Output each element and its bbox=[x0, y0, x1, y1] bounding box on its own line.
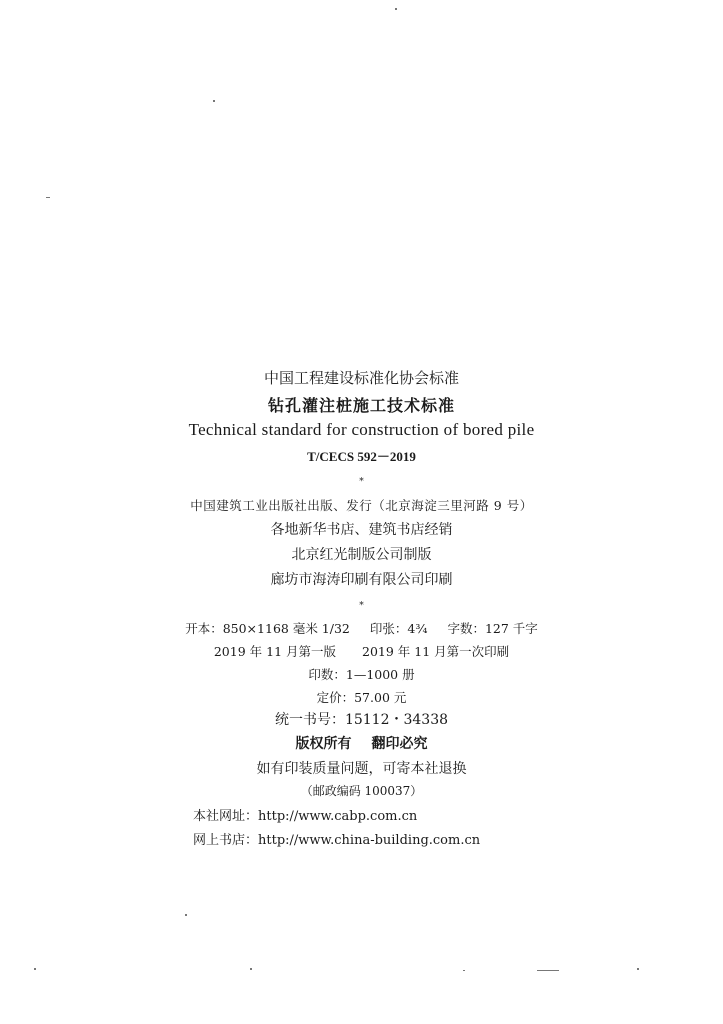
spec-line bbox=[0, 620, 723, 638]
printer-line: 廊坊市海涛印刷有限公司印刷 bbox=[270, 572, 453, 588]
separator-star: * bbox=[359, 477, 364, 487]
scan-speck bbox=[537, 970, 559, 971]
rights-line bbox=[0, 735, 723, 753]
edition-line bbox=[0, 643, 723, 661]
distributors-line: 各地新华书店、建筑书店经销 bbox=[270, 522, 453, 538]
scan-speck bbox=[213, 100, 215, 102]
organization-name: 中国工程建设标准化协会标准 bbox=[263, 369, 459, 387]
publisher-line: 中国建筑工业出版社出版、发行（北京海淀三里河路 9 号） bbox=[190, 498, 533, 513]
first-printing: 2019 年 11 月第一次印刷 bbox=[362, 644, 510, 659]
scan-speck bbox=[185, 914, 187, 916]
standard-code: T/CECS 592－2019 bbox=[307, 449, 416, 464]
scan-speck bbox=[395, 8, 397, 10]
standard-title-en: Technical standard for construction of bored pile bbox=[188, 420, 535, 439]
postcode: （邮政编码 100037） bbox=[300, 784, 423, 798]
scan-speck bbox=[34, 968, 36, 970]
scan-speck bbox=[46, 197, 50, 198]
plate-maker-line: 北京红光制版公司制版 bbox=[291, 547, 432, 563]
rights-reserved: 版权所有 bbox=[295, 736, 352, 752]
format-spec: 开本：850×1168 毫米 1/32 bbox=[185, 621, 350, 636]
publisher-website[interactable]: 本社网址：http://www.cabp.com.cn bbox=[193, 809, 418, 824]
piracy-notice: 翻印必究 bbox=[371, 736, 428, 752]
price: 定价：57.00 元 bbox=[316, 690, 407, 705]
quality-notice: 如有印装质量问题，可寄本社退换 bbox=[256, 761, 467, 777]
scan-speck bbox=[637, 968, 639, 970]
first-edition: 2019 年 11 月第一版 bbox=[213, 644, 336, 659]
sheet-count: 印张：4¾ bbox=[369, 621, 428, 636]
scan-speck bbox=[463, 970, 465, 971]
word-count: 字数：127 千字 bbox=[447, 621, 538, 636]
book-number: 统一书号：15112・34338 bbox=[274, 712, 449, 728]
print-run: 印数：1—1000 册 bbox=[308, 667, 415, 682]
standard-title-cn: 钻孔灌注桩施工技术标准 bbox=[267, 396, 455, 415]
scan-speck bbox=[250, 968, 252, 970]
separator-star: * bbox=[359, 601, 364, 611]
online-store-link[interactable]: 网上书店：http://www.china-building.com.cn bbox=[193, 833, 481, 848]
